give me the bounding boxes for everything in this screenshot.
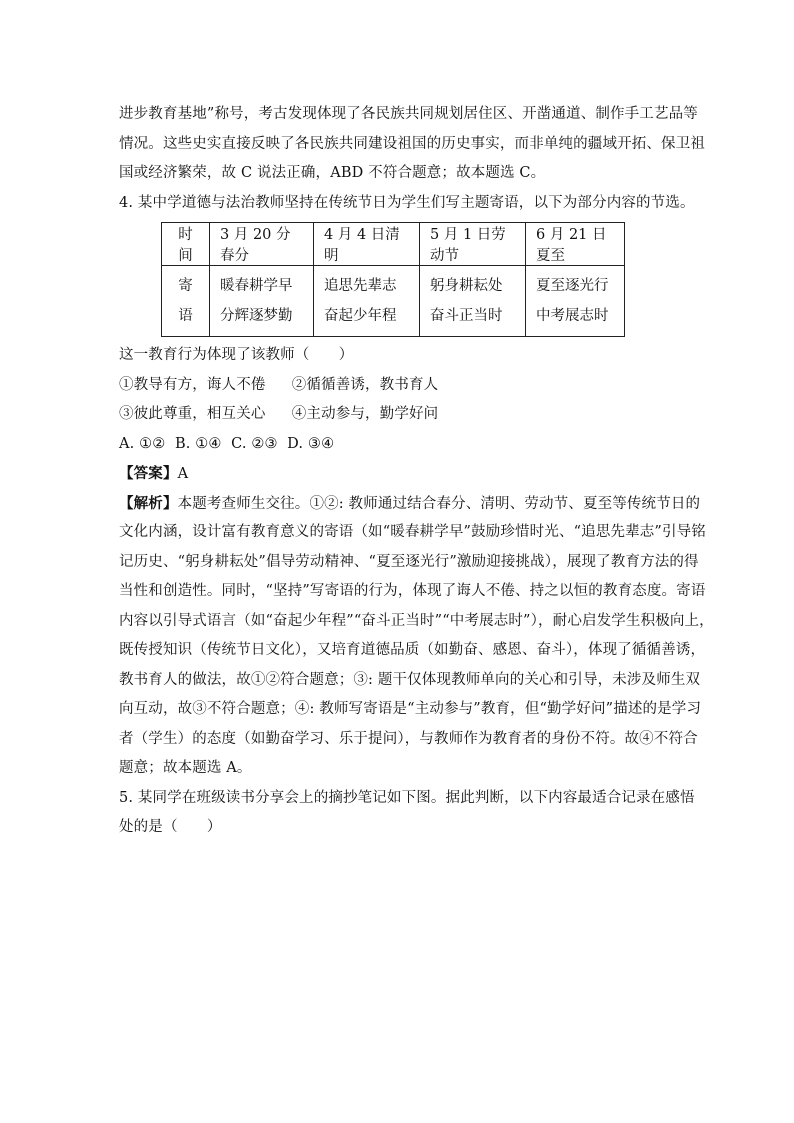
question-prompt: 这一教育行为体现了该教师（ ） — [119, 347, 354, 363]
analysis-line: 文化内涵，设计富有教育意义的寄语（如“暖春耕学早”鼓励珍惜时光、“追思先辈志”引导铭 — [119, 524, 706, 540]
table-header-cell: 时间 — [162, 223, 210, 266]
question-stem: 4. 某中学道德与法治教师坚持在传统节日为学生们写主题寄语，以下为部分内容的节选。 — [119, 194, 695, 211]
table-header-cell: 6 月 21 日夏至 — [526, 223, 625, 266]
option-item: ①教导有方，诲人不倦 — [119, 376, 266, 393]
table-cell — [314, 266, 420, 337]
festival-message-table — [161, 222, 625, 337]
answer-label: 【答案】 — [119, 465, 178, 482]
table-header-cell: 4 月 4 日清明 — [314, 223, 420, 266]
cell-line: 中考展志时 — [536, 308, 609, 324]
option-item: ③彼此尊重，相互关心 — [119, 406, 266, 422]
table-row-label: 寄语 — [162, 266, 210, 337]
text-line: 情况。这些史实直接反映了各民族共同建设祖国的历史事实，而非单纯的疆域开拓、保卫祖 — [119, 135, 705, 152]
question-5 — [119, 784, 695, 843]
answer-choices: A. ①② B. ①④ C. ②③ D. ③④ — [119, 435, 335, 452]
table-row — [162, 266, 625, 337]
analysis-paragraph — [119, 489, 714, 784]
analysis-line: 题意；故本题选 A。 — [119, 760, 252, 776]
cell-line: 追思先辈志 — [324, 278, 397, 294]
analysis-label: 【解析】 — [119, 494, 178, 512]
text-line: 进步教育基地”称号，考古发现体现了各民族共同规划居住区、开凿通道、制作手工艺品等 — [119, 106, 698, 122]
table-header-row — [162, 223, 625, 266]
option-row — [119, 400, 679, 430]
answer-line — [119, 459, 679, 489]
table-cell — [420, 266, 526, 337]
question-stem: 5. 某同学在班级读书分享会上的摘抄笔记如下图。据此判断，以下内容最适合记录在感悟 — [119, 789, 695, 806]
table-header-cell: 5 月 1 日劳动节 — [420, 223, 526, 266]
analysis-line: 向互动，故③不符合题意；④: 教师写寄语是“主动参与”教育，但“勤学好问”描述的是学习 — [119, 701, 702, 717]
question-stem: 处的是（ ） — [119, 819, 222, 835]
option-item: ④主动参与，勤学好问 — [291, 406, 439, 422]
text-line: 国或经济繁荣，故 C 说法正确，ABD 不符合题意；故本题选 C。 — [119, 165, 546, 181]
table-cell — [526, 266, 625, 337]
analysis-line: 当性和创造性。同时，“坚持”写寄语的行为，体现了诲人不倦、持之以恒的教育态度。寄语 — [119, 583, 706, 599]
analysis-line: 记历史、“躬身耕耘处”倡导劳动精神、“夏至逐光行”激励迎接挑战），展现了教育方法的得 — [119, 553, 699, 570]
analysis-line: 内容以引导式语言（如“奋起少年程”“奋斗正当时”“中考展志时”），耐心启发学生积极向上， — [119, 612, 714, 629]
analysis-line — [119, 489, 701, 519]
cell-line: 奋起少年程 — [324, 308, 397, 324]
table-header-cell: 3 月 20 分春分 — [210, 223, 314, 266]
analysis-line: 者（学生）的态度（如勤奋学习、乐于提问），与教师作为教育者的身份不符。故④不符合 — [119, 730, 698, 747]
question-4 — [119, 189, 714, 784]
document-page — [119, 100, 714, 843]
cell-line: 夏至逐光行 — [536, 278, 609, 294]
analysis-line: 既传授知识（传统节日文化），又培育道德品质（如勤奋、感恩、奋斗），体现了循循善诱， — [119, 642, 706, 658]
option-row — [119, 371, 679, 401]
cell-line: 暖春耕学早 — [220, 278, 293, 294]
answer-value: A — [177, 466, 189, 482]
analysis-text: 本题考查师生交往。①②: 教师通过结合春分、清明、劳动节、夏至等传统节日的 — [177, 495, 701, 512]
table-cell — [210, 266, 314, 337]
cell-line: 奋斗正当时 — [430, 308, 503, 324]
cell-line: 躬身耕耘处 — [430, 278, 503, 294]
cell-line: 分辉逐梦勤 — [220, 308, 293, 324]
analysis-line: 教书育人的做法，故①②符合题意；③: 题干仅体现教师单向的关心和引导，未涉及师生双 — [119, 671, 701, 688]
option-item: ②循循善诱，教书育人 — [291, 376, 439, 393]
intro-paragraph — [119, 100, 705, 189]
